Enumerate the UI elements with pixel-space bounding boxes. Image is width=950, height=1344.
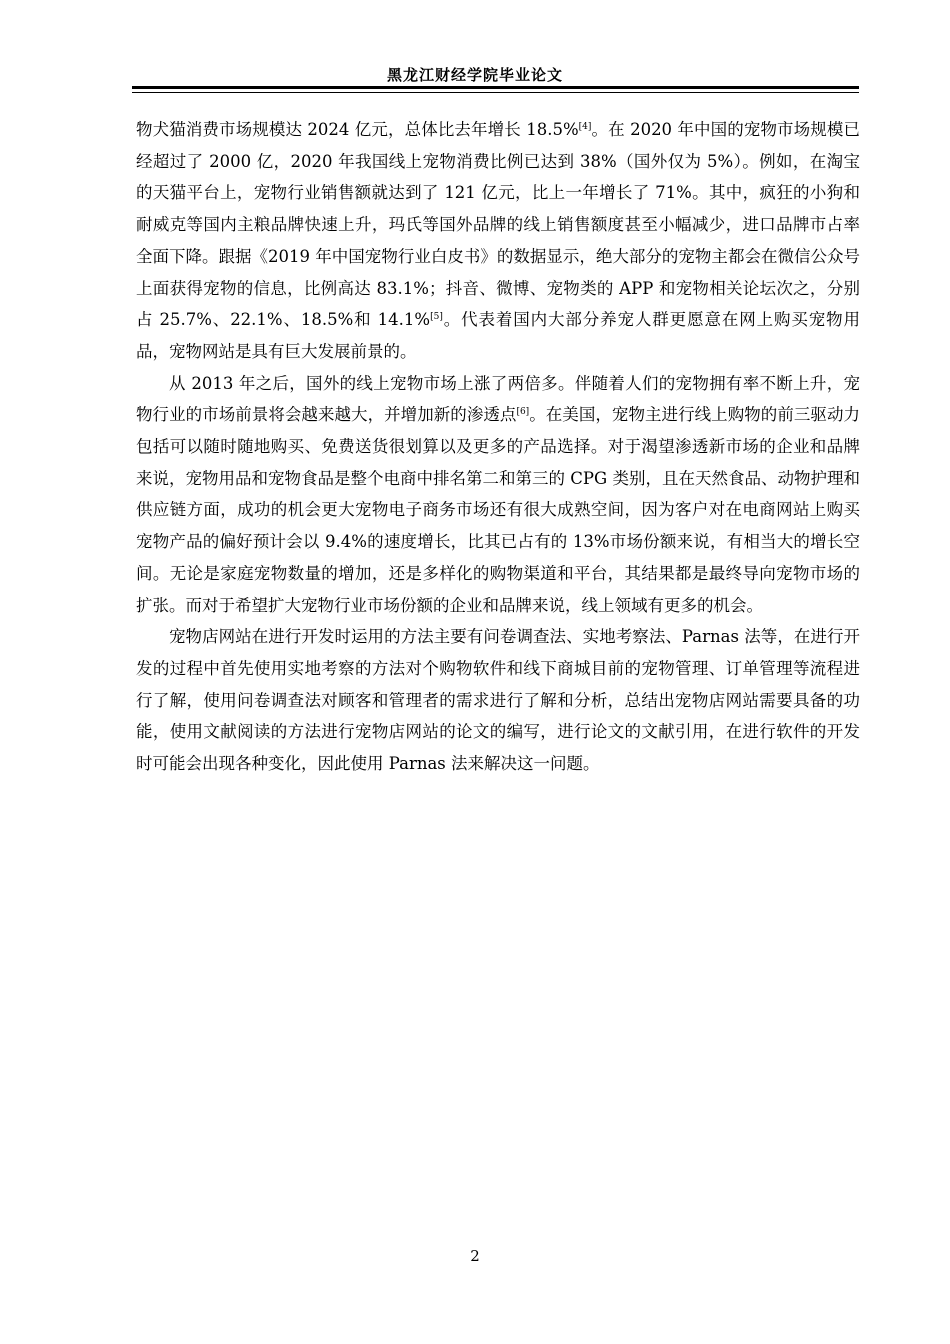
paragraph-3-text: 宠物店网站在进行开发时运用的方法主要有问卷调查法、实地考察法、Parnas 法等，在进行开发的过程中首先使用实地考察的方法对个购物软件和线下商城目前的宠物管理、订单管理等流程进行了解，使用问卷调查法对顾客和管理者的需求进行了解和分析，总结出宠物店网站需要具备的功能，使用文献阅读的方法进行宠物店网站的论文的编写，进行论文的文献引用，在进行软件的开发时可能会出现各种变化，因此使用 Parnas 法来解决这一问题。 <box>136 627 860 774</box>
paragraph-2-text-a: 从 2013 年之后，国外的线上宠物市场上涨了两倍多。伴随着人们的宠物拥有率不断上升，宠物行业的市场前景将会越来越大，并增加新的渗透点 <box>136 373 860 425</box>
body-text <box>136 114 860 780</box>
paragraph-1 <box>136 114 860 368</box>
paragraph-2 <box>136 368 860 622</box>
paragraph-2-text-b: 。在美国，宠物主进行线上购物的前三驱动力包括可以随时随地购买、免费送货很划算以及更多的产品选择。对于渴望渗透新市场的企业和品牌来说，宠物用品和宠物食品是整个电商中排名第二和第三的 CPG 类别，且在天然食品、动物护理和供应链方面，成功的机会更大宠物电子商务市场还有很大成熟空间，因为客户对在电商网站上购买宠物产品的偏好预计会以 9.4%的速度增长，比其已占有的 13%市场份额来说，有相当大的增长空间。无论是家庭宠物数量的增加，还是多样化的购物渠道和平台，其结果都是最终导向宠物市场的扩张。而对于希望扩大宠物行业市场份额的企业和品牌来说，线上领域有更多的机会。 <box>136 405 861 615</box>
thesis-header-title: 黑龙江财经学院毕业论文 <box>386 66 563 84</box>
paragraph-3 <box>136 621 860 780</box>
paragraph-1-text-c: 。代表着国内大部分养宠人群更愿意在网上购买宠物用品，宠物网站是具有巨大发展前景的。 <box>136 310 861 361</box>
header-rule-thin <box>132 92 859 93</box>
paragraph-1-text-b: 。在 2020 年中国的宠物市场规模已经超过了 2000 亿，2020 年我国线上宠物消费比例已达到 38%（国外仅为 5%）。例如，在淘宝的天猫平台上，宠物行业销售额就达到了 121 亿元，比上一年增长了 71%。其中，疯狂的小狗和耐威克等国内主粮品牌快速上升，玛氏等国外品牌的线上销售额度甚至小幅减少，进口品牌市占率全面下降。跟据《2019 年中国宠物行业白皮书》的数据显示，绝大部分的宠物主都会在微信公众号上面获得宠物的信息，比例高达 83.1%；抖音、微博、宠物类的 APP 和宠物相关论坛次之，分别占 25.7%、22.1%、18.5%和 14.1% <box>136 120 860 330</box>
page-number: 2 <box>470 1247 480 1265</box>
paragraph-1-text-a: 物犬猫消费市场规模达 2024 亿元，总体比去年增长 18.5% <box>136 120 579 139</box>
header-rule-thick <box>132 86 859 89</box>
citation-6: [6] <box>516 407 530 418</box>
citation-4: [4] <box>578 122 592 132</box>
citation-5: [5] <box>430 312 443 323</box>
